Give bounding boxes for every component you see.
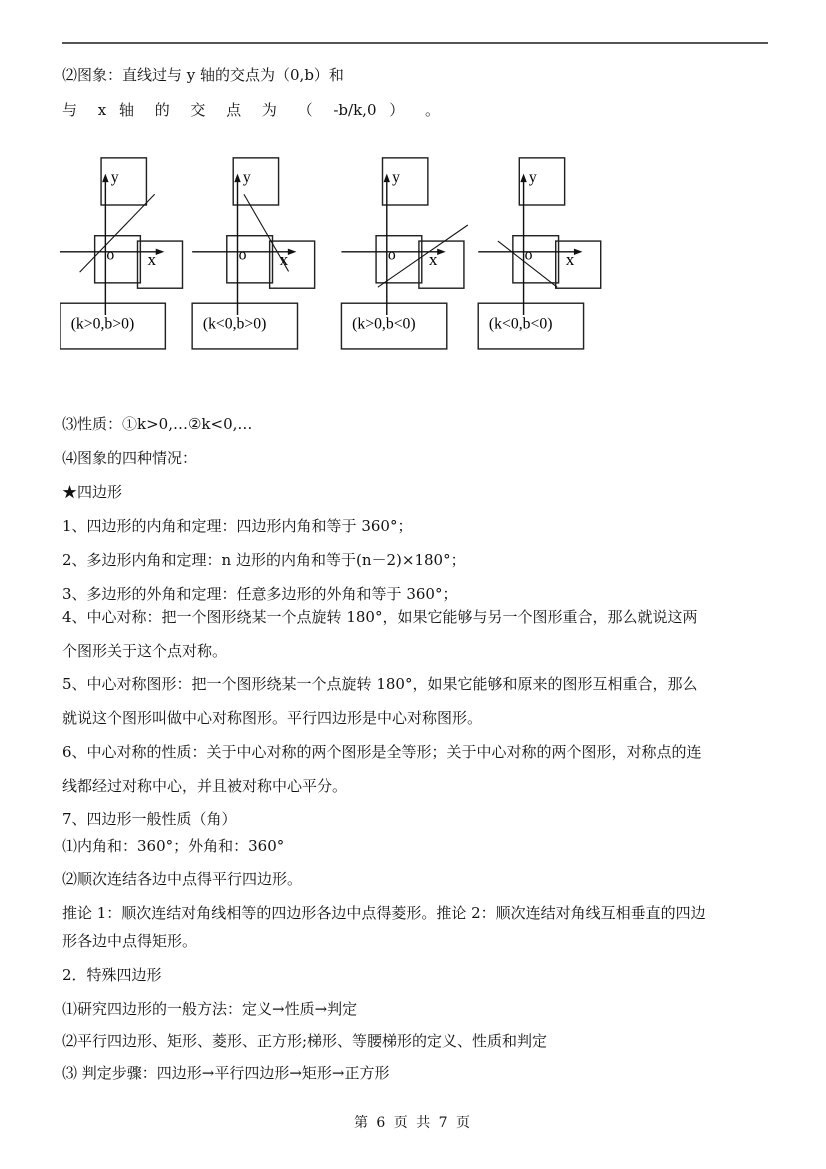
x-axis-arrow-icon (574, 249, 583, 255)
text-line: 个图形关于这个点对称。 (62, 642, 228, 660)
text-line: ⑷图象的四种情况： (62, 449, 198, 467)
text-line: 推论 1：顺次连结对角线相等的四边形各边中点得菱形。推论 2：顺次连结对角线互相垂直的四边 (62, 904, 706, 922)
condition-label: (k>0,b>0) (70, 315, 135, 333)
intro-token: 。 (424, 101, 440, 119)
origin-label: o (106, 246, 115, 264)
origin-box (95, 236, 141, 283)
x-label-box (419, 241, 464, 288)
diagram-panel (478, 158, 601, 349)
diagram-panel (192, 158, 315, 349)
linear-function-diagrams (60, 140, 620, 350)
text-line: ⑴研究四边形的一般方法：定义→性质→判定 (62, 1000, 358, 1018)
origin-box (227, 236, 273, 283)
text-line: ★四边形 (62, 483, 123, 501)
intro-token: 与 (62, 101, 85, 119)
x-axis-arrow-icon (156, 249, 165, 255)
text-line: 6、中心对称的性质：关于中心对称的两个图形是全等形；关于中心对称的两个图形，对称点的连 (62, 743, 702, 761)
text-line: 7、四边形一般性质（角） (62, 810, 237, 828)
origin-box (513, 236, 559, 283)
intro-token: 交 (190, 101, 214, 119)
y-axis-label: y (242, 169, 251, 187)
header-rule (62, 42, 768, 44)
diagram-panel (60, 158, 183, 349)
text-line: ⑵平行四边形、矩形、菱形、正方形;梯形、等腰梯形的定义、性质和判定 (62, 1032, 548, 1050)
origin-label: o (238, 246, 247, 264)
x-axis-arrow-icon (437, 249, 446, 255)
function-line (80, 194, 155, 272)
x-label-box (138, 241, 183, 288)
x-axis-label: x (147, 250, 157, 269)
intro-token: 为 (261, 101, 285, 119)
text-line: ⑴内角和：360°；外角和：360° (62, 837, 285, 855)
y-axis-label: y (392, 169, 401, 187)
origin-label: o (387, 246, 396, 264)
text-line: ⑶性质：①k>0,…②k<0,… (62, 415, 253, 433)
text-line: ⑶ 判定步骤：四边形→平行四边形→矩形→正方形 (62, 1064, 390, 1082)
text-line: 形各边中点得矩形。 (62, 932, 198, 950)
y-axis-arrow-icon (520, 174, 526, 183)
x-axis-label: x (279, 250, 289, 269)
x-axis-label: x (565, 250, 575, 269)
origin-label: o (524, 246, 533, 264)
x-axis-arrow-icon (288, 249, 297, 255)
y-axis-label: y (528, 169, 537, 187)
y-axis-arrow-icon (384, 174, 390, 183)
text-line: 线都经过对称中心，并且被对称中心平分。 (62, 777, 348, 795)
x-axis-label: x (428, 250, 438, 269)
intro-line-2 (62, 100, 440, 120)
intro-token: 的 (154, 101, 178, 119)
intro-token: 轴 (118, 101, 142, 119)
text-line: ⑵顺次连结各边中点得平行四边形。 (62, 870, 303, 888)
condition-label: (k>0,b<0) (352, 315, 416, 333)
text-line: 2、多边形内角和定理：n 边形的内角和等于(n－2)×180°； (62, 551, 466, 569)
text-line: 2．特殊四边形 (62, 966, 162, 984)
intro-token: -b/k,0 (333, 101, 377, 119)
intro-token: ） (389, 101, 413, 119)
condition-label: (k<0,b>0) (202, 315, 267, 333)
text-line: 5、中心对称图形：把一个图形绕某一个点旋转 180°，如果它能够和原来的图形互相重合，那么 (62, 675, 698, 693)
diagram-panel (341, 158, 467, 349)
x-label-box (556, 241, 601, 288)
origin-box (376, 236, 422, 283)
intro-line-1: ⑵图象：直线过与 y 轴的交点为（0,b）和 (62, 66, 344, 84)
intro-token: x (97, 101, 107, 119)
intro-token: 点 (226, 101, 250, 119)
y-axis-arrow-icon (102, 174, 108, 183)
x-label-box (270, 241, 315, 288)
y-axis-label: y (110, 169, 119, 187)
text-line: 1、四边形的内角和定理：四边形内角和等于 360°； (62, 517, 413, 535)
page-footer: 第 6 页 共 7 页 (353, 1115, 473, 1131)
condition-label: (k<0,b<0) (488, 315, 553, 333)
text-line: 4、中心对称：把一个图形绕某一个点旋转 180°，如果它能够与另一个图形重合，那么就说这两 (62, 608, 698, 626)
y-axis-arrow-icon (234, 174, 240, 183)
intro-token: （ (297, 101, 321, 119)
text-line: 就说这个图形叫做中心对称图形。平行四边形是中心对称图形。 (62, 709, 483, 727)
text-line: 3、多边形的外角和定理：任意多边形的外角和等于 360°； (62, 585, 458, 603)
